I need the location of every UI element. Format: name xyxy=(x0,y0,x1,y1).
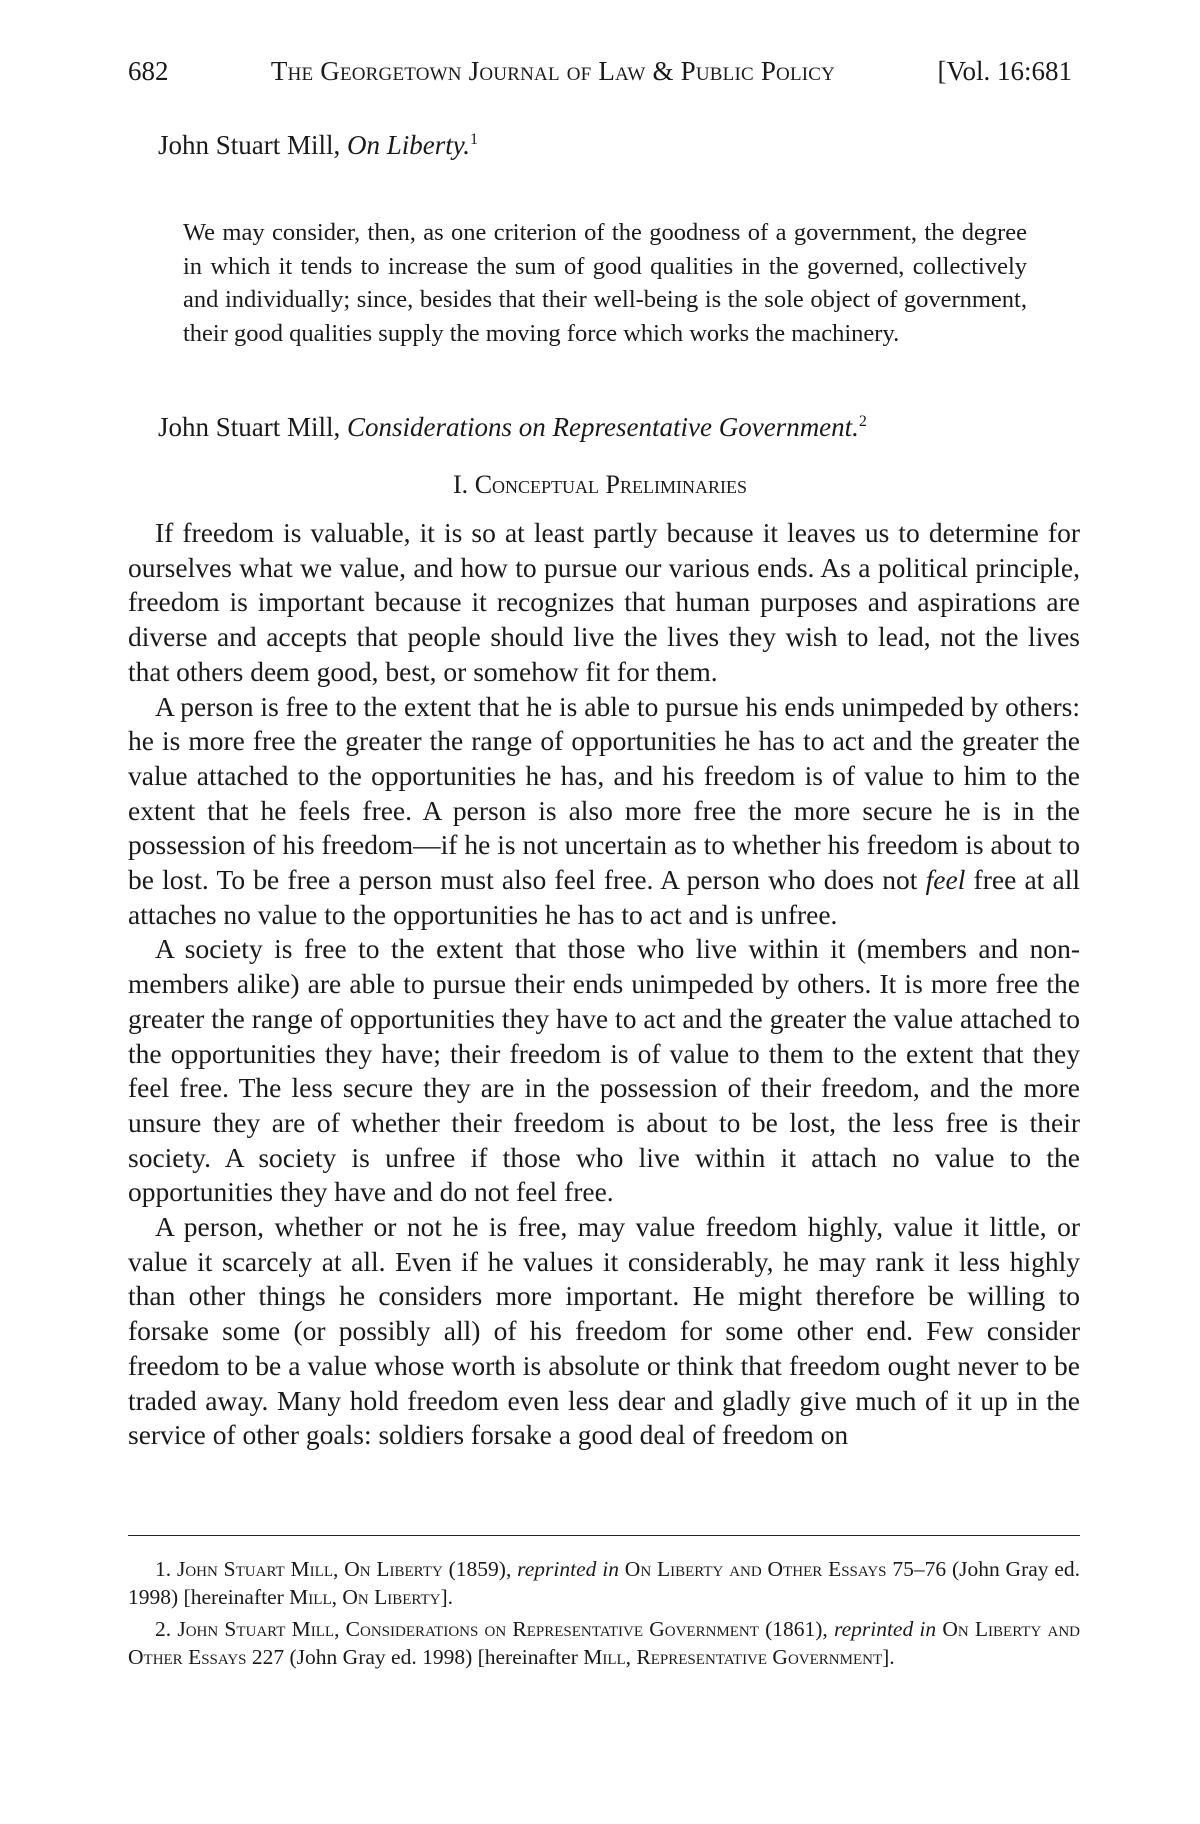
footnote-text: (1859), xyxy=(442,1557,518,1581)
footnote-number: 1. xyxy=(155,1557,177,1581)
footnote-divider xyxy=(128,1535,1080,1536)
footnote-ref-1: 1 xyxy=(470,131,479,148)
attribution-author: John Stuart Mill, xyxy=(158,130,348,160)
footnote-source: John Stuart Mill, On Liberty xyxy=(176,1557,443,1581)
attribution-work: Considerations on Representative Government. xyxy=(347,412,859,442)
footnote-ref-2: 2 xyxy=(858,413,867,430)
attribution-author: John Stuart Mill, xyxy=(158,412,348,442)
footnote-text: ]. xyxy=(882,1645,895,1669)
footnote-short-form: Mill, Representative Government xyxy=(583,1645,883,1669)
paragraph-2-text-a: A person is free to the extent that he is able to pursue his ends unimpeded by others: he is more free the greater the range of opportunities he has to act and the greater the value attached to the opportunities he has, and his freedom is of value to him to the extent that he feels free. A person is also more free the more secure he is in the possession of his freedom—if he is not uncertain as to whether his freedom is about to be lost. To be free a person must also feel free. A person who does not xyxy=(128,690,1080,896)
footnote-1 xyxy=(128,1555,1080,1611)
footnote-short-form: Mill, On Liberty xyxy=(289,1585,441,1609)
footnote-text: (1861), xyxy=(758,1617,834,1641)
journal-title: The Georgetown Journal of Law & Public Policy xyxy=(270,56,836,86)
volume-reference: [Vol. 16:681 xyxy=(937,56,1072,86)
footnote-collection: On Liberty and Other Essays xyxy=(624,1557,887,1581)
paragraph-2-text-b: free at all attaches no value to the opportunities he has to act and is unfree. xyxy=(128,864,1081,930)
epigraph-attribution-on-liberty xyxy=(158,128,478,162)
footnote-text: 75–76 (John Gray ed. 1998) [hereinafter xyxy=(128,1557,1081,1609)
footnote-text: 227 (John Gray ed. 1998) [hereinafter xyxy=(246,1645,584,1669)
footnote-signal: reprinted in xyxy=(834,1617,937,1641)
section-number: I. xyxy=(453,470,475,499)
footnote-2 xyxy=(128,1615,1080,1671)
footnote-text: ]. xyxy=(440,1585,454,1609)
epigraph-attribution-representative-government xyxy=(158,410,867,444)
block-quote: We may consider, then, as one criterion of the goodness of a government, the degree in which it tends to increase the sum of good qualities in the governed, collectively and individually; since, besides that their well-being is the sole object of government, their good qualities supply the moving force which works the machinery. xyxy=(183,219,1027,347)
footnote-collection: On Liberty and Other Essays xyxy=(128,1617,1080,1669)
paragraph-2 xyxy=(128,690,1080,933)
running-header xyxy=(128,54,1072,88)
footnotes xyxy=(128,1555,1080,1675)
paragraph-4: A person, whether or not he is free, may value freedom highly, value it little, or value it scarcely at all. Even if he values it considerably, he may rank it less highly than other things he considers more important. He might therefore be willing to forsake some (or possibly all) of his freedom for some other end. Few consider freedom to be a value whose worth is absolute or think that freedom ought never to be traded away. Many hold freedom even less dear and gladly give much of it up in the service of other goals: soldiers forsake a good deal of freedom on xyxy=(128,1211,1080,1451)
attribution-work: On Liberty. xyxy=(347,130,471,160)
footnote-source: John Stuart Mill, Considerations on Representative Government xyxy=(177,1617,759,1641)
footnote-number: 2. xyxy=(155,1617,178,1641)
section-title: Conceptual Preliminaries xyxy=(474,470,747,499)
paragraph-3: A society is free to the extent that those who live within it (members and nonmembers alike) are able to pursue their ends unimpeded by others. It is more free the greater the range of opportunities they have to act and the greater the value attached to the opportunities they have; their freedom is of value to them to the extent that they feel free. The less secure they are in the possession of their freedom, and the more unsure they are of whether their freedom is about to be lost, the less free is their society. A society is unfree if those who live within it attach no value to the opportunities they have and do not feel free. xyxy=(128,933,1080,1208)
page-number: 682 xyxy=(128,56,169,86)
section-heading xyxy=(0,468,1200,502)
footnote-signal: reprinted in xyxy=(517,1557,619,1581)
paragraph-2-emphasis: feel xyxy=(925,864,966,896)
body-text xyxy=(128,516,1080,1453)
paragraph-1: If freedom is valuable, it is so at least partly because it leaves us to determine for ourselves what we value, and how to pursue our various ends. As a political principle, freedom is important because it recognizes that human purposes and aspirations are diverse and accepts that people should live the lives they wish to lead, not the lives that others deem good, best, or somehow fit for them. xyxy=(128,517,1080,687)
